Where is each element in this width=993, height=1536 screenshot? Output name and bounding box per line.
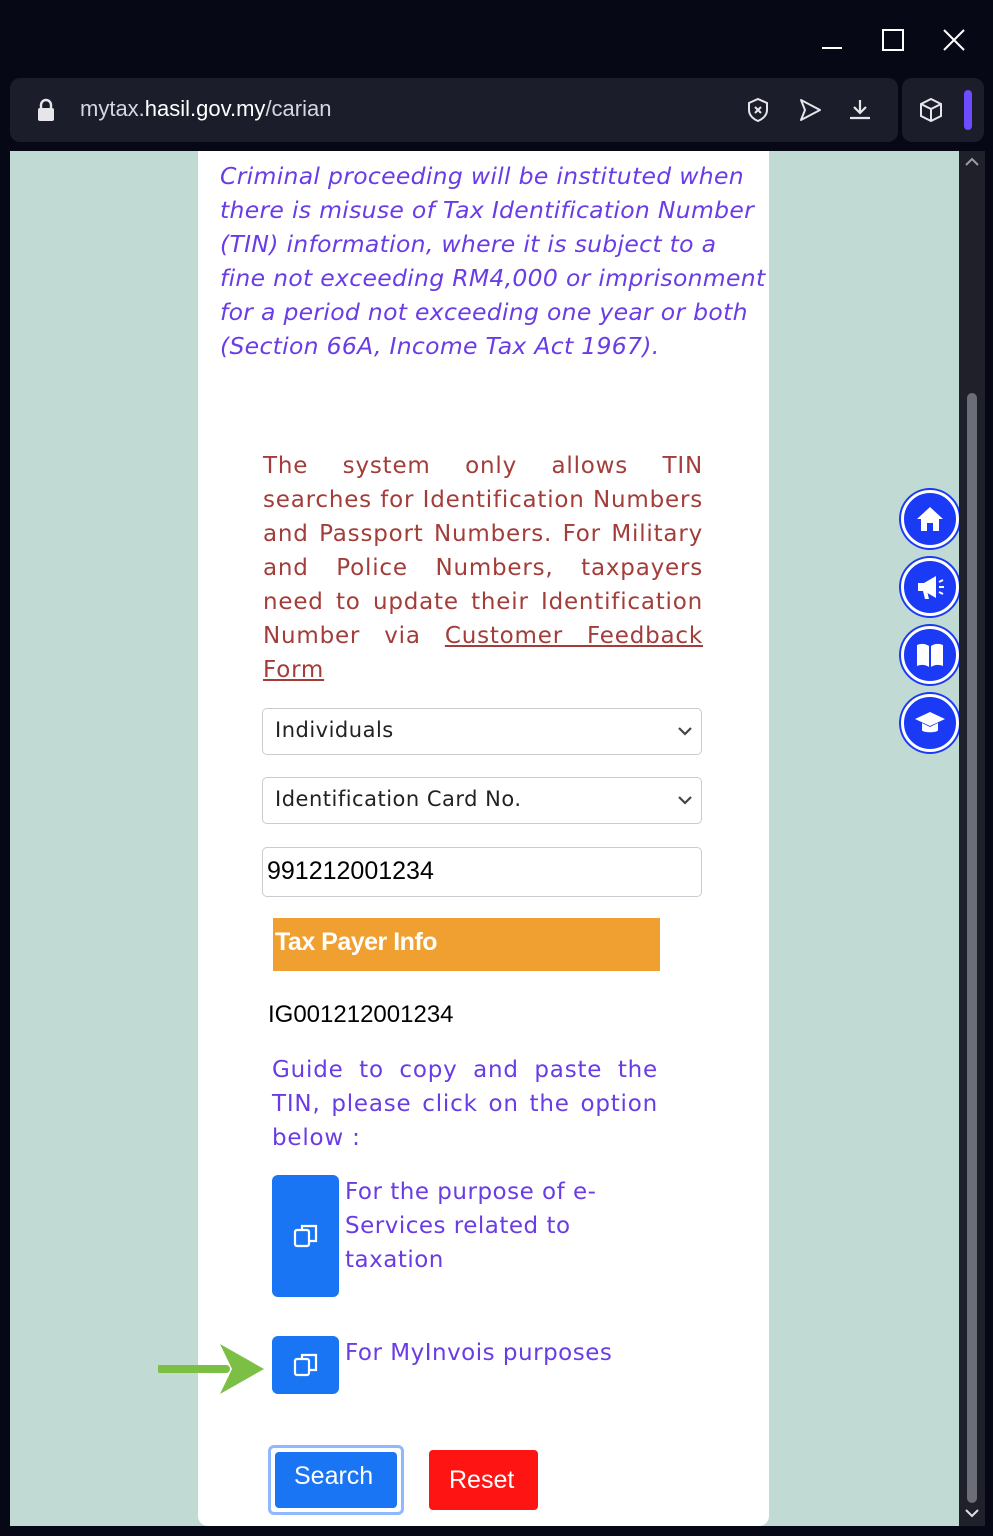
send-icon[interactable]: [796, 96, 824, 124]
id-number-input[interactable]: 991212001234: [262, 847, 702, 897]
chevron-down-icon: [677, 725, 693, 737]
copy-guide-text: Guide to copy and paste the TIN, please click on the option below :: [272, 1057, 658, 1151]
search-note: The system only allows TIN searches for Identification Numbers and Passport Numbers. For Military and Police Numbers, taxpayers need to update their Identification Number via Customer Feedback Form: [263, 453, 703, 683]
announcement-button[interactable]: [901, 558, 959, 616]
window-titlebar: [0, 0, 993, 76]
cube-icon[interactable]: [917, 96, 945, 124]
page-scrollbar[interactable]: [959, 151, 985, 1526]
tin-value: IG001212001234: [268, 1001, 454, 1028]
copy-eservices-button[interactable]: [272, 1175, 339, 1297]
close-icon[interactable]: [936, 22, 972, 58]
lock-icon[interactable]: [36, 98, 56, 122]
address-bar[interactable]: [10, 78, 898, 142]
page-viewport: [10, 151, 959, 1526]
megaphone-icon: [914, 571, 946, 603]
minimize-icon[interactable]: [814, 22, 850, 58]
annotation-arrow-icon: [158, 1338, 268, 1400]
maximize-icon[interactable]: [875, 22, 911, 58]
scroll-up-icon[interactable]: [965, 157, 979, 167]
url-text[interactable]: mytax.hasil.gov.my/carian: [80, 96, 332, 121]
copy-myinvois-label: For MyInvois purposes: [345, 1340, 613, 1366]
scrollbar-thumb[interactable]: [967, 393, 977, 1503]
home-button[interactable]: [901, 490, 959, 548]
download-icon[interactable]: [846, 96, 874, 124]
chevron-down-icon: [677, 794, 693, 806]
education-button[interactable]: [901, 694, 959, 752]
shield-x-icon[interactable]: [744, 96, 772, 124]
legal-warning: Criminal proceeding will be instituted when there is misuse of Tax Identification Number (TIN) information, where it is subject to a fine not exceeding RM4,000 or imprisonment for a period not exceeding one year or both (Section 66A, Income Tax Act 1967).: [220, 162, 766, 360]
scroll-down-icon[interactable]: [965, 1508, 979, 1518]
id-type-select[interactable]: Identification Card No.: [262, 777, 702, 824]
copy-icon: [291, 1350, 321, 1380]
book-icon: [914, 639, 946, 671]
category-select[interactable]: Individuals: [262, 708, 702, 755]
graduation-cap-icon: [914, 707, 946, 739]
reset-button[interactable]: Reset: [429, 1450, 538, 1510]
copy-icon: [291, 1221, 321, 1251]
copy-eservices-label: For the purpose of e-Services related to taxation: [345, 1179, 597, 1273]
guide-book-button[interactable]: [901, 626, 959, 684]
customer-feedback-link[interactable]: Customer Feedback Form: [263, 623, 703, 683]
search-button[interactable]: Search: [268, 1445, 404, 1515]
search-card: [198, 151, 769, 1526]
extensions-area: [902, 78, 984, 142]
copy-myinvois-button[interactable]: [272, 1336, 339, 1394]
tax-payer-info-banner: Tax Payer Info: [273, 918, 660, 971]
profile-indicator[interactable]: [964, 90, 972, 130]
home-icon: [914, 503, 946, 535]
